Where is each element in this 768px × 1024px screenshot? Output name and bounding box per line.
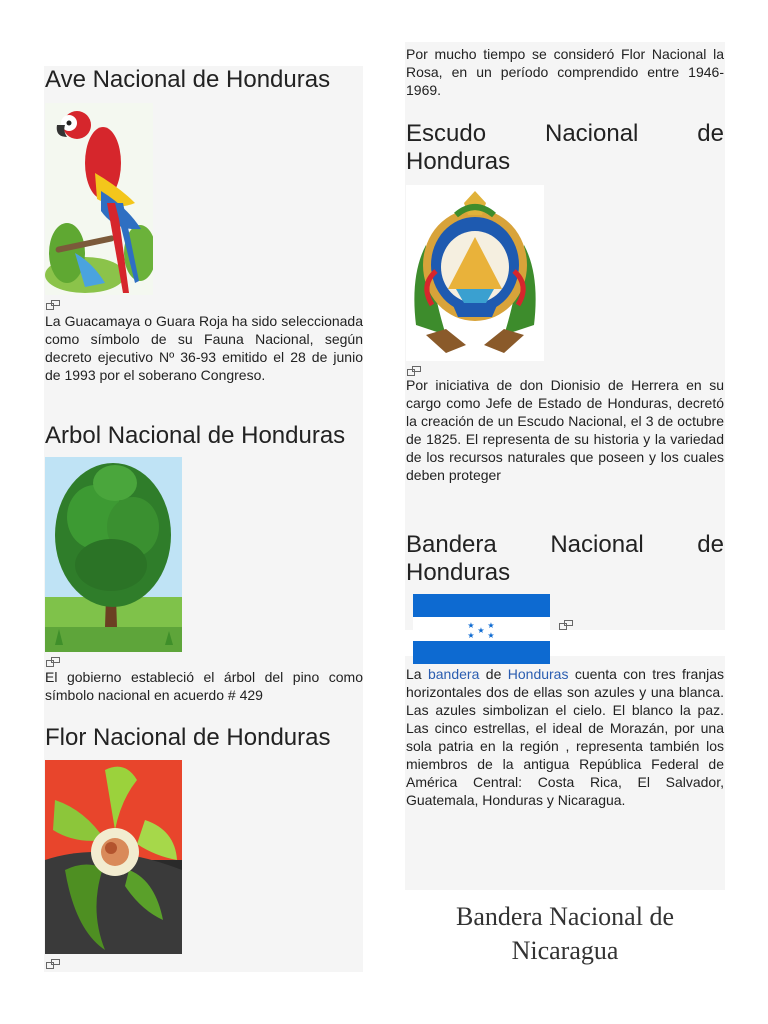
ave-title: Ave Nacional de Honduras xyxy=(45,66,331,93)
bandera-title-line1-text: Bandera Nacional de xyxy=(406,531,724,558)
flor-continuation-text: Por mucho tiempo se consideró Flor Nacional la Rosa, en un período comprendido entre 1946-1969. xyxy=(406,46,724,98)
enlarge-icon[interactable] xyxy=(559,620,573,630)
bandera-title xyxy=(406,531,724,587)
svg-text:★: ★ xyxy=(487,631,495,640)
escudo-title-line1-text: Escudo Nacional de xyxy=(406,120,724,147)
svg-text:★: ★ xyxy=(467,631,475,640)
orchid-image[interactable] xyxy=(45,760,182,954)
svg-text:★: ★ xyxy=(487,621,495,630)
bandera-title-line2: Honduras xyxy=(406,559,511,586)
escudo-title-line1 xyxy=(406,120,724,148)
nicaragua-heading-line2: Nicaragua xyxy=(511,936,619,965)
escudo-title-line2: Honduras xyxy=(406,148,511,175)
escudo-text: Por iniciativa de don Dionisio de Herrera en su cargo como Jefe de Estado de Honduras, decretó la creación de un Escudo Nacional, el 3 de octubre de 1825. El representa de su historia y la variedad de los recursos naturales que poseen y los cuales deben proteger xyxy=(406,377,724,483)
enlarge-icon[interactable] xyxy=(407,366,421,376)
coat-of-arms-image[interactable] xyxy=(406,185,544,361)
bandera-text-prefix: La xyxy=(406,666,422,682)
honduras-link[interactable]: Honduras xyxy=(507,666,569,682)
bandera-text-rest: cuenta con tres franjas horizontales dos de ellas son azules y una blanca. Las azules simbolizan el cielo. El blanco la paz. Las cinco estrellas, el ideal de Morazán, por una sola patria en la región , representa también los miembros de la antigua República Federal de América Central: Costa Rica, El Salvador, Guatemala, Honduras y Nicaragua. xyxy=(406,666,725,808)
enlarge-icon[interactable] xyxy=(46,959,60,969)
svg-text:★: ★ xyxy=(477,626,485,635)
escudo-title xyxy=(406,120,724,176)
macaw-image[interactable] xyxy=(45,103,153,295)
enlarge-icon[interactable] xyxy=(46,657,60,667)
flor-title: Flor Nacional de Honduras xyxy=(45,724,331,751)
nicaragua-heading-line1: Bandera Nacional de xyxy=(455,902,674,931)
bandera-link[interactable]: bandera xyxy=(427,666,480,682)
ave-text: La Guacamaya o Guara Roja ha sido seleccionada como símbolo de su Fauna Nacional, según decreto ejecutivo Nº 36-93 emitido el 28 de junio de 1993 por el soberano Congreso. xyxy=(45,313,363,383)
honduras-flag-image[interactable] xyxy=(413,594,550,664)
enlarge-icon[interactable] xyxy=(46,300,60,310)
svg-text:★: ★ xyxy=(467,621,475,630)
arbol-text: El gobierno estableció el árbol del pino como símbolo nacional en acuerdo # 429 xyxy=(45,669,363,703)
bandera-title-line1 xyxy=(406,531,724,559)
tree-image[interactable] xyxy=(45,457,182,652)
bandera-text xyxy=(406,665,724,809)
arbol-title: Arbol Nacional de Honduras xyxy=(45,422,346,449)
bandera-text-de: de xyxy=(485,666,502,682)
nicaragua-flag-heading xyxy=(405,900,725,968)
